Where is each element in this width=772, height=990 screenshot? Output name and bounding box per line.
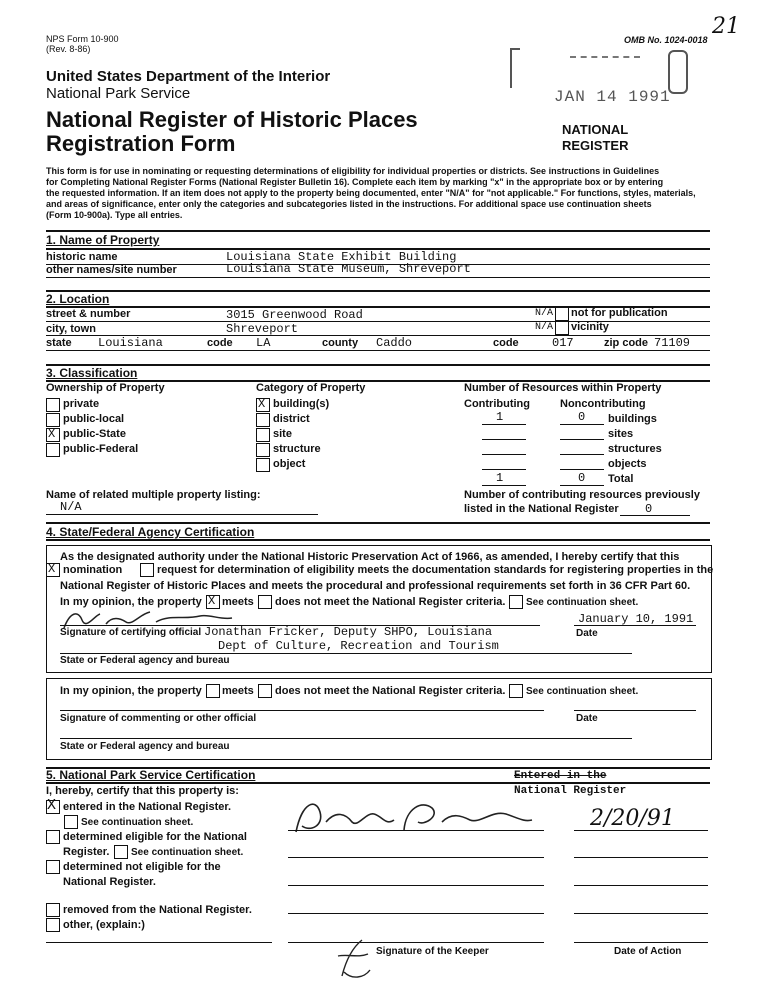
ownership-public-federal-checkbox[interactable] [46,443,60,457]
comment-agency-label: State or Federal agency and bureau [60,741,230,752]
ownership-heading: Ownership of Property [46,382,165,394]
category-district-label: district [273,413,310,425]
nps-intro: I, hereby, certify that this property is: [46,785,239,797]
determined-eligible-label-2: Register. [63,846,110,858]
cert-continuation-checkbox[interactable] [509,595,523,609]
multiple-listing-value[interactable]: N/A [60,500,82,514]
previous-listed-label-2: listed in the National Register [464,503,619,515]
nomination-label: nomination [63,564,123,576]
cert-continuation-label: See continuation sheet. [526,597,639,608]
section-5-heading: 5. National Park Service Certification [46,768,256,782]
comment-continuation-checkbox[interactable] [509,684,523,698]
state-code-label: code [207,337,233,349]
comment-not-meet-checkbox[interactable] [258,684,272,698]
entered-continuation-checkbox[interactable] [64,815,78,829]
res-total-label: Total [608,473,634,485]
section-1-heading: 1. Name of Property [46,233,160,247]
street-value[interactable]: 3015 Greenwood Road [226,308,363,322]
category-structure-checkbox[interactable] [256,443,270,457]
comment-meets-checkbox[interactable] [206,684,220,698]
cert-opinion-label: In my opinion, the property [60,596,202,608]
comment-opinion-label: In my opinion, the property [60,685,202,697]
multiple-listing-label: Name of related multiple property listing: [46,489,261,501]
zip-label: zip code [604,337,649,349]
previous-listed-value[interactable]: 0 [645,502,653,516]
contributing-total[interactable]: 1 [496,471,504,485]
vicinity-checkbox[interactable] [555,321,569,335]
ownership-public-state-checkbox[interactable]: X [46,428,60,442]
determined-eligible-label: determined eligible for the National [63,831,247,843]
other-label: other, (explain:) [63,919,145,931]
cert-date-value[interactable]: January 10, 1991 [578,612,694,626]
county-label: county [322,337,359,349]
ownership-public-local-label: public-local [63,413,125,425]
ownership-public-federal-label: public-Federal [63,443,139,455]
date-of-action-label: Date of Action [614,946,682,957]
category-object-label: object [273,458,306,470]
determined-not-eligible-label: determined not eligible for the [63,861,221,873]
entered-stamp-1: Entered in the [514,770,607,782]
keeper-signature [286,792,536,842]
cert-signature-label: Signature of certifying official [60,627,202,638]
department-name: United States Department of the Interior [46,68,331,85]
determined-eligible-checkbox[interactable] [46,830,60,844]
section-2-heading: 2. Location [46,292,110,306]
noncontributing-total[interactable]: 0 [578,471,586,485]
other-names-value[interactable]: Louisiana State Museum, Shreveport [226,262,471,276]
removed-label: removed from the National Register. [63,904,252,916]
keeper-signature-label: Signature of the Keeper [376,946,489,957]
comment-continuation-label: See continuation sheet. [526,686,639,697]
cert-line-3: National Register of Historic Places and meets the procedural and professional requirements set forth in 36 CFR Part 60. [60,580,691,592]
cert-agency-value[interactable]: Dept of Culture, Recreation and Tourism [218,639,499,653]
instructions-line-4: and areas of significance, enter only the categories and subcategories listed in the instructions. For additional space use continuation sheets [46,199,652,209]
category-site-label: site [273,428,292,440]
category-building-checkbox[interactable]: X [256,398,270,412]
cert-line-1: As the designated authority under the National Historic Preservation Act of 1966, as amended, I hereby certify that this [60,551,680,563]
city-value[interactable]: Shreveport [226,322,299,336]
previous-listed-label-1: Number of contributing resources previously [464,489,700,501]
not-meet-checkbox[interactable] [258,595,272,609]
comment-date-label: Date [576,713,598,724]
category-district-checkbox[interactable] [256,413,270,427]
state-code-value[interactable]: LA [256,336,271,350]
other-names-label: other names/site number [46,264,177,276]
contributing-buildings[interactable]: 1 [496,410,504,424]
street-label: street & number [46,308,131,320]
ownership-public-local-checkbox[interactable] [46,413,60,427]
instructions-line-5: (Form 10-900a). Type all entries. [46,210,183,220]
keeper-initials [334,936,374,982]
county-value[interactable]: Caddo [376,336,413,350]
eligible-continuation-label: See continuation sheet. [131,847,244,858]
action-date-handwritten: 2/20/91 [590,806,675,831]
noncontributing-heading: Noncontributing [560,398,646,410]
form-revision: (Rev. 8-86) [46,44,91,54]
cert-agency-label: State or Federal agency and bureau [60,655,230,666]
res-objects-label: objects [608,458,647,470]
county-code-value[interactable]: 017 [552,336,574,350]
determined-not-eligible-checkbox[interactable] [46,860,60,874]
entered-stamp-2: National Register [514,785,627,797]
determined-not-eligible-label-2: National Register. [63,876,156,888]
category-site-checkbox[interactable] [256,428,270,442]
stamp-national: NATIONAL [562,122,629,137]
instructions-line-3: the requested information. If an item does not apply to the property being documented, enter "N/A" for "not applicable." For functions, styles, materials, [46,188,696,198]
contributing-heading: Contributing [464,398,530,410]
section-4-heading: 4. State/Federal Agency Certification [46,525,255,539]
ownership-private-label: private [63,398,100,410]
eligible-continuation-checkbox[interactable] [114,845,128,859]
other-checkbox[interactable] [46,918,60,932]
vicinity-label: vicinity [571,321,609,333]
instructions-line-1: This form is for use in nominating or requesting determinations of eligibility for individual properties or districts. See instructions in Guidelines [46,166,660,176]
received-stamp [510,48,686,106]
entered-label: entered in the National Register. [63,801,232,813]
omb-number: OMB No. 1024-0018 [624,35,708,45]
stamp-date: JAN 14 1991 [554,88,671,106]
cert-line-2: request for determination of eligibility meets the documentation standards for registering properties in the [157,564,714,576]
cert-date-label: Date [576,628,598,639]
category-heading: Category of Property [256,382,366,394]
entered-checkbox[interactable]: X [46,800,60,814]
category-structure-label: structure [273,443,321,455]
category-building-label: building(s) [273,398,330,410]
meets-checkbox[interactable]: X [206,595,220,609]
not-meet-label: does not meet the National Register criteria. [275,596,506,608]
nomination-checkbox[interactable]: X [46,563,60,577]
res-buildings-label: buildings [608,413,657,425]
ownership-public-state-label: public-State [63,428,126,440]
instructions-line-2: for Completing National Register Forms (National Register Bulletin 16). Complete each item by marking "x" in the appropriate box or by entering [46,177,664,187]
form-number: NPS Form 10-900 [46,34,119,44]
entered-continuation-label: See continuation sheet. [81,817,194,828]
ownership-private-checkbox[interactable] [46,398,60,412]
cert-signature-value[interactable]: Jonathan Fricker, Deputy SHPO, Louisiana [204,625,493,639]
stamp-register: REGISTER [562,138,629,153]
agency-name: National Park Service [46,85,191,102]
res-structures-label: structures [608,443,662,455]
na-publication: N/A [535,308,554,319]
state-value[interactable]: Louisiana [98,336,163,350]
state-label: state [46,337,72,349]
na-vicinity: N/A [535,322,554,333]
comment-not-meet-label: does not meet the National Register criteria. [275,685,506,697]
section-3-heading: 3. Classification [46,366,138,380]
not-for-publication-label: not for publication [571,307,668,319]
county-code-label: code [493,337,519,349]
comment-meets-label: meets [222,685,254,697]
not-for-publication-checkbox[interactable] [555,307,569,321]
historic-name-value[interactable]: Louisiana State Exhibit Building [226,250,457,264]
corner-mark: 21 [712,14,740,39]
zip-value[interactable]: 71109 [654,336,691,350]
resources-heading: Number of Resources within Property [464,382,662,394]
category-object-checkbox[interactable] [256,458,270,472]
form-title: National Register of Historic Places [46,107,418,132]
res-sites-label: sites [608,428,634,440]
historic-name-label: historic name [46,251,118,263]
form-subtitle: Registration Form [46,131,236,156]
city-label: city, town [46,323,96,335]
comment-signature-label: Signature of commenting or other official [60,713,257,724]
removed-checkbox[interactable] [46,903,60,917]
noncontributing-buildings[interactable]: 0 [578,410,586,424]
eligibility-request-checkbox[interactable] [140,563,154,577]
meets-label: meets [222,596,254,608]
